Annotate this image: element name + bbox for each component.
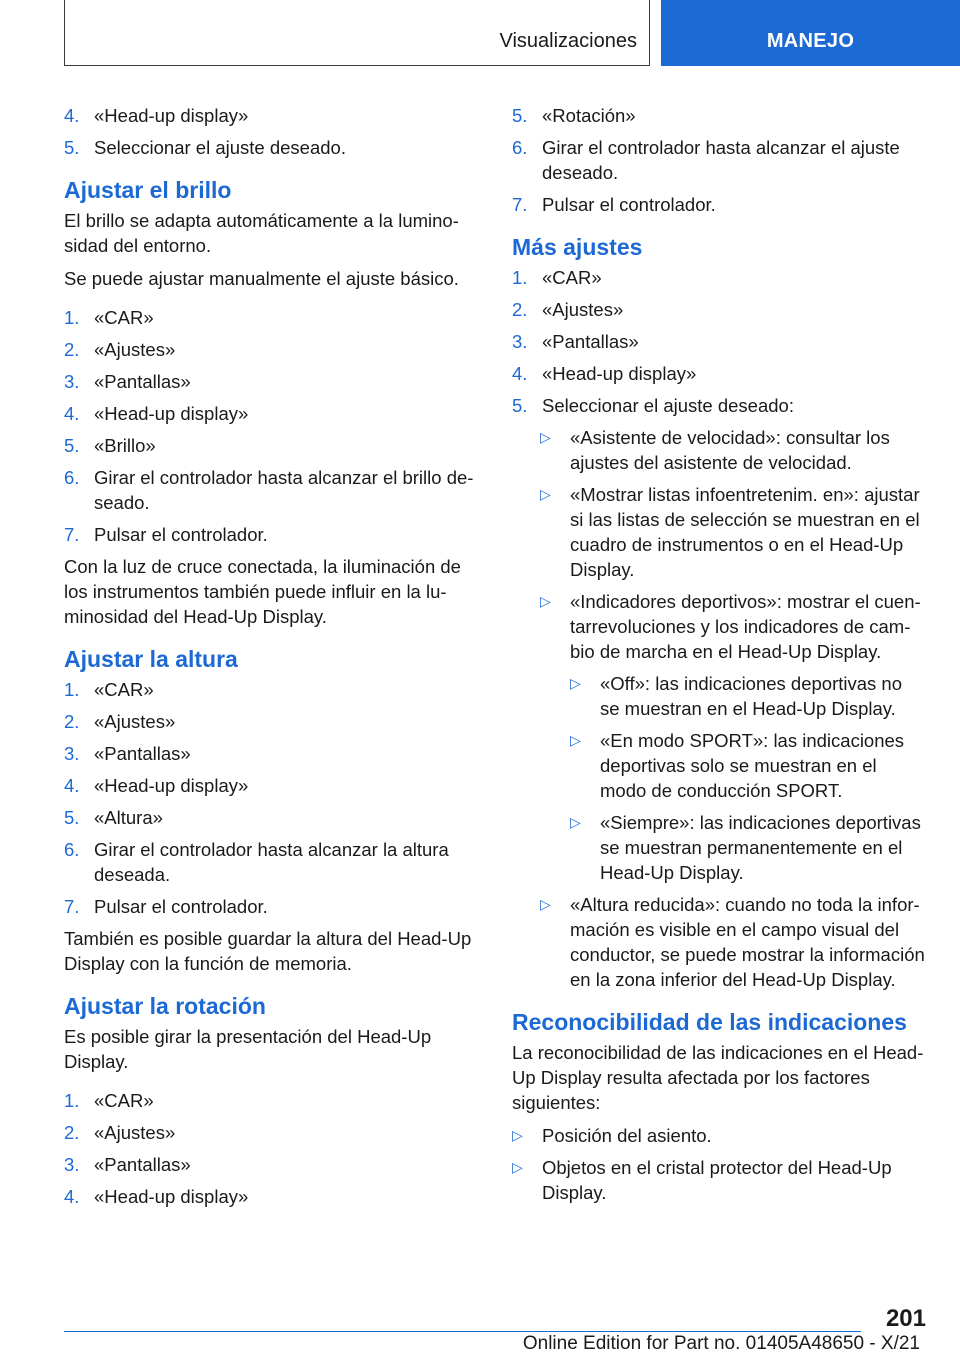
page-number: 201: [885, 1305, 926, 1332]
list-item: 5. «Rotación»: [512, 105, 636, 126]
list-item: 7. Pulsar el controlador.: [512, 194, 716, 215]
triangle-right-outline-icon: ▷: [570, 732, 581, 748]
chapter-tab: [661, 0, 960, 66]
list-item: 4. «Head-up display»: [64, 1186, 249, 1207]
list-item: 4. «Head-up display»: [64, 775, 249, 796]
list-item: 2. «Ajustes»: [512, 299, 624, 320]
section-title: Visualizaciones: [499, 30, 637, 52]
triangle-right-outline-icon: ▷: [540, 486, 551, 502]
page-header: [64, 0, 960, 66]
list-item: 6. Girar el controlador hasta alcanzar el ajuste deseado.: [512, 137, 900, 183]
heading-mas-ajustes: Más ajustes: [512, 234, 643, 260]
list-item: 5. «Brillo»: [64, 435, 156, 456]
bullet-item: ▷ Objetos en el cristal protector del Head-Up Display.: [512, 1157, 892, 1203]
triangle-right-outline-icon: ▷: [570, 814, 581, 830]
heading-reconocibilidad: Reconocibilidad de las indicaciones: [512, 1009, 907, 1035]
section-tab: [64, 0, 650, 66]
list-item: 4. «Head-up display»: [64, 403, 249, 424]
paragraph: También es posible guardar la altura del Head-Up Display con la función de memoria.: [64, 928, 472, 974]
footer-divider: [64, 1331, 861, 1332]
bullet-item: ▷ «Asistente de velocidad»: consultar los ajustes del asistente de velocidad.: [540, 427, 890, 473]
list-item: 6. Girar el controlador hasta alcanzar el brillo deseado.: [64, 467, 474, 513]
triangle-right-outline-icon: ▷: [512, 1159, 523, 1175]
footer-edition: Online Edition for Part no. 01405A48650 - X/21: [522, 1333, 920, 1354]
list-item: 7. Pulsar el controlador.: [64, 524, 268, 545]
list-item: 1. «CAR»: [64, 307, 154, 328]
paragraph: La reconocibilidad de las indicaciones en el Head-Up Display resulta afectada por los factores siguientes:: [512, 1042, 924, 1113]
list-item: 1. «CAR»: [64, 679, 154, 700]
list-item: 3. «Pantallas»: [64, 1154, 191, 1175]
list-item: 1. «CAR»: [64, 1090, 154, 1111]
list-item: 6. Girar el controlador hasta alcanzar la altura deseada.: [64, 839, 449, 885]
triangle-right-outline-icon: ▷: [512, 1127, 523, 1143]
triangle-right-outline-icon: ▷: [540, 429, 551, 445]
chapter-title: MANEJO: [766, 30, 855, 52]
list-item: 3. «Pantallas»: [512, 331, 639, 352]
paragraph: El brillo se adapta automáticamente a la luminosidad del entorno.: [64, 210, 459, 256]
list-item: 5. «Altura»: [64, 807, 163, 828]
triangle-right-outline-icon: ▷: [540, 593, 551, 609]
paragraph: Se puede ajustar manualmente el ajuste básico.: [64, 268, 459, 289]
paragraph: Es posible girar la presentación del Head-Up Display.: [64, 1026, 432, 1072]
list-item: 4. «Head-up display»: [512, 363, 697, 384]
sub-bullet-item: ▷ «Siempre»: las indicaciones deportivas se muestran permanentemente en el Head-Up Display.: [570, 812, 921, 883]
list-item: 1. «CAR»: [512, 267, 602, 288]
list-item: 2. «Ajustes»: [64, 711, 176, 732]
list-item: 5. Seleccionar el ajuste deseado.: [64, 137, 346, 158]
heading-brillo: Ajustar el brillo: [64, 177, 232, 203]
sub-bullet-item: ▷ «En modo SPORT»: las indicaciones deportivas solo se muestran en el modo de conducción SPORT.: [570, 730, 905, 801]
list-item: 3. «Pantallas»: [64, 371, 191, 392]
list-item: 5. Seleccionar el ajuste deseado:: [512, 395, 794, 416]
triangle-right-outline-icon: ▷: [540, 896, 551, 912]
list-item: 4. «Head-up display»: [64, 105, 249, 126]
left-column: [64, 103, 478, 1216]
heading-rotacion: Ajustar la rotación: [64, 993, 266, 1019]
bullet-item: ▷ Posición del asiento.: [512, 1125, 712, 1146]
triangle-right-outline-icon: ▷: [570, 675, 581, 691]
list-item: 2. «Ajustes»: [64, 1122, 176, 1143]
heading-altura: Ajustar la altura: [64, 646, 238, 672]
bullet-item: ▷ «Mostrar listas infoentretenim. en»: ajustar si las listas de selección se muestran en el cuadro de instrumentos o en el Head-Up Display.: [540, 484, 920, 580]
bullet-item: ▷ «Indicadores deportivos»: mostrar el cuentarrevoluciones y los indicadores de cambio de marcha en el Head-Up Display.: [540, 591, 921, 662]
list-item: 2. «Ajustes»: [64, 339, 176, 360]
sub-bullet-item: ▷ «Off»: las indicaciones deportivas no se muestran en el Head-Up Display.: [570, 673, 903, 719]
list-item: 3. «Pantallas»: [64, 743, 191, 764]
paragraph: Con la luz de cruce conectada, la iluminación de los instrumentos también puede influir en la luminosidad del Head-Up Display.: [64, 556, 461, 627]
bullet-item: ▷ «Altura reducida»: cuando no toda la información es visible en el campo visual del conductor, se puede mostrar la información en la zona inferior del Head-Up Display.: [540, 894, 925, 990]
right-column: [512, 103, 926, 1212]
list-item: 7. Pulsar el controlador.: [64, 896, 268, 917]
